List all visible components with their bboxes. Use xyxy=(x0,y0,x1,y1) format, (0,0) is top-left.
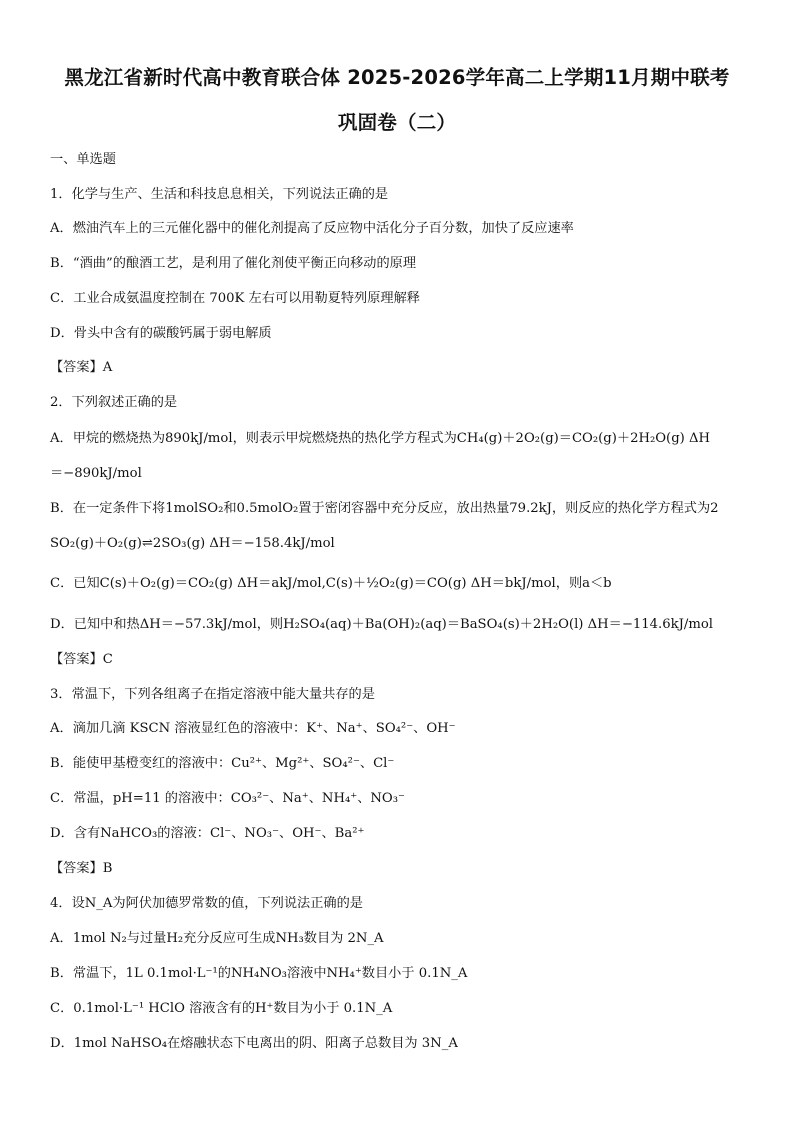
question-1-answer: 【答案】A xyxy=(50,360,113,375)
question-1-option-b: B．“酒曲”的酿酒工艺，是利用了催化剂使平衡正向移动的原理 xyxy=(50,256,417,271)
question-4-option-c: C．0.1mol·L⁻¹ HClO 溶液含有的H⁺数目为小于 0.1N_A xyxy=(50,1001,393,1016)
question-1-stem: 1．化学与生产、生活和科技息息相关，下列说法正确的是 xyxy=(50,187,389,202)
section-heading: 一、单选题 xyxy=(50,152,116,167)
question-2-option-d: D．已知中和热ΔH＝−57.3kJ/mol，则H₂SO₄(aq)＋Ba(OH)₂(aq)＝BaSO₄(s)＋2H₂O(l) ΔH＝−114.6kJ/mol xyxy=(50,617,714,632)
question-3-option-a: A．滴加几滴 KSCN 溶液显红色的溶液中：K⁺、Na⁺、SO₄²⁻、OH⁻ xyxy=(50,721,456,736)
question-1-option-a: A．燃油汽车上的三元催化器中的催化剂提高了反应物中活化分子百分数，加快了反应速率 xyxy=(50,221,574,236)
exam-title: 黑龙江省新时代高中教育联合体 2025-2026学年高二上学期11月期中联考 xyxy=(64,66,730,89)
question-2-option-b-line2: SO₂(g)＋O₂(g)⇌2SO₃(g) ΔH＝−158.4kJ/mol xyxy=(50,536,335,551)
question-2-option-c: C．已知C(s)＋O₂(g)＝CO₂(g) ΔH＝akJ/mol,C(s)＋½O₂(g)＝CO(g) ΔH＝bkJ/mol，则a＜b xyxy=(50,576,612,591)
question-2-option-a-line1: A．甲烷的燃烧热为890kJ/mol，则表示甲烷燃烧热的热化学方程式为CH₄(g)＋2O₂(g)＝CO₂(g)＋2H₂O(g) ΔH xyxy=(50,431,711,446)
question-1-option-d: D．骨头中含有的碳酸钙属于弱电解质 xyxy=(50,326,272,341)
question-3-option-c: C．常温，pH=11 的溶液中：CO₃²⁻、Na⁺、NH₄⁺、NO₃⁻ xyxy=(50,791,405,806)
question-2-option-b-line1: B．在一定条件下将1molSO₂和0.5molO₂置于密闭容器中充分反应，放出热量79.2kJ，则反应的热化学方程式为2 xyxy=(50,501,719,516)
question-4-option-a: A．1mol N₂与过量H₂充分反应可生成NH₃数目为 2N_A xyxy=(50,931,384,946)
question-4-stem: 4．设N_A为阿伏加德罗常数的值，下列说法正确的是 xyxy=(50,896,363,911)
question-1-option-c: C．工业合成氨温度控制在 700K 左右可以用勒夏特列原理解释 xyxy=(50,291,420,306)
question-2-answer: 【答案】C xyxy=(50,652,113,667)
question-3-stem: 3．常温下，下列各组离子在指定溶液中能大量共存的是 xyxy=(50,687,375,702)
question-2-option-a-line2: ＝−890kJ/mol xyxy=(50,466,142,481)
question-4-option-b: B．常温下，1L 0.1mol·L⁻¹的NH₄NO₃溶液中NH₄⁺数目小于 0.1N_A xyxy=(50,966,468,981)
exam-subtitle: 巩固卷（二） xyxy=(337,111,457,134)
question-3-answer: 【答案】B xyxy=(50,861,113,876)
question-3-option-d: D．含有NaHCO₃的溶液：Cl⁻、NO₃⁻、OH⁻、Ba²⁺ xyxy=(50,826,365,841)
question-4-option-d: D．1mol NaHSO₄在熔融状态下电离出的阴、阳离子总数目为 3N_A xyxy=(50,1036,458,1051)
question-3-option-b: B．能使甲基橙变红的溶液中：Cu²⁺、Mg²⁺、SO₄²⁻、Cl⁻ xyxy=(50,756,395,771)
question-2-stem: 2．下列叙述正确的是 xyxy=(50,395,178,410)
